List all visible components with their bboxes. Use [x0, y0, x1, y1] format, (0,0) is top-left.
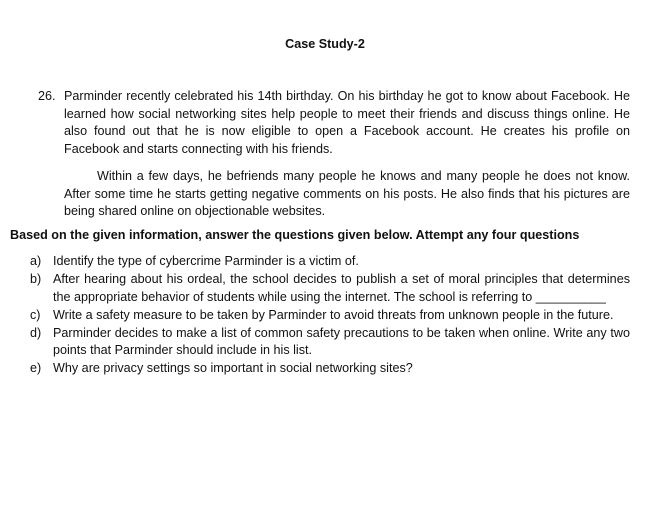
sub-question-text: Parminder decides to make a list of common safety precautions to be taken when online. Write any two points that Parminder should include in his list. [53, 325, 630, 357]
question-paragraph-2: Within a few days, he befriends many people he knows and many people he does not know. After some time he starts getting negative comments on his posts. He also finds that his pictures are being shared online on objectionable websites. [64, 169, 630, 218]
sub-question-letter: e) [30, 361, 42, 375]
sub-question-letter: c) [30, 307, 41, 322]
sub-question-text: Write a safety measure to be taken by Parminder to avoid threats from unknown people in the future. [53, 307, 614, 322]
question-body [64, 88, 630, 221]
question-26 [38, 88, 630, 221]
sub-question-c [30, 307, 630, 325]
sub-question-d [30, 325, 630, 360]
sub-question-text: Identify the type of cybercrime Parminder is a victim of. [53, 254, 359, 268]
instruction-text: Based on the given information, answer the questions given below. Attempt any four questions [10, 228, 580, 242]
sub-question-a [30, 253, 630, 271]
sub-question-letter: b) [30, 272, 42, 286]
sub-question-letter: a) [30, 254, 42, 268]
question-paragraph-1: Parminder recently celebrated his 14th birthday. On his birthday he got to know about Facebook. He learned how social networking sites help people to meet their friends and discuss things online. He also found out that he is now eligible to open a Facebook account. He creates his profile on Facebook and starts connecting with his friends. [64, 89, 630, 156]
sub-question-list [30, 253, 630, 378]
sub-question-e [30, 360, 630, 378]
question-number: 26. [38, 89, 56, 103]
sub-question-text: After hearing about his ordeal, the school decides to publish a set of moral principles that determines the appropriate behavior of students while using the internet. The school is referring to __________ [53, 272, 630, 304]
case-study-title: Case Study-2 [285, 37, 365, 51]
sub-question-letter: d) [30, 325, 42, 340]
sub-question-text: Why are privacy settings so important in social networking sites? [53, 361, 413, 375]
sub-question-b [30, 271, 630, 306]
